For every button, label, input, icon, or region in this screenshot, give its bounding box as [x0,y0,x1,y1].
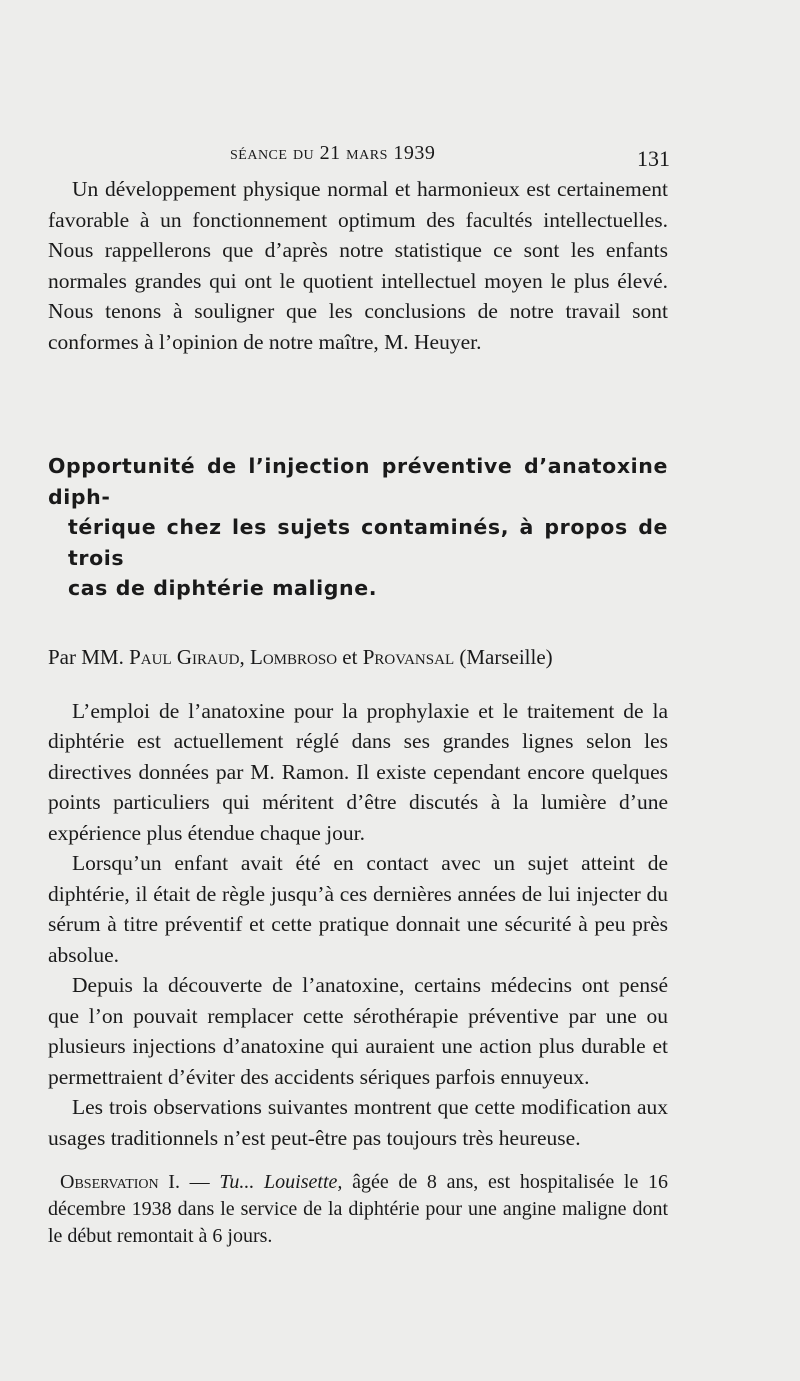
patient-name: Tu... Louisette, [219,1171,343,1193]
body-paragraph: L’emploi de l’anatoxine pour la prophylaxie et le traitement de la diphtérie est actuellement réglé dans ses grandes lignes selon les directives données par M. Ramon. Il existe cependant encore quelques points particuliers qui méritent d’être discutés à la lumière d’une expérience plus étendue chaque jour. [48,698,668,845]
last-author-name: Provansal [362,644,455,669]
intro-paragraph: Un développement physique normal et harmonieux est certainement favorable à un fonctionnement optimum des facultés intellectuelles. Nous rappellerons que d’après notre statistique ce sont les enfants normales grandes qui ont le quotient intellectuel moyen le plus élevé. Nous tenons à souligner que les conclusions de notre travail sont conformes à l’opinion de notre maître, M. Heuyer. [48,177,668,354]
observation-dash: — [189,1171,210,1193]
body-paragraph: Lorsqu’un enfant avait été en contact avec un sujet atteint de diphtérie, il était de règle jusqu’à ces dernières années de lui injecter du sérum à titre préventif et cette pratique donnait une sécurité à peu près absolue. [48,851,668,967]
running-title: séance du 21 mars 1939 [230,142,436,164]
body-paragraph: Les trois observations suivantes montrent que cette modification aux usages traditionnels n’est peut-être pas toujours très heureuse. [48,1095,668,1150]
author-byline [48,642,668,672]
author-names: Paul Giraud, Lombroso [129,644,338,669]
observation-text: âgée de 8 ans, est hospitalisée le 16 décembre 1938 dans le service de la diphtérie pour une angine maligne dont le début remontait à 6 jours. [48,1171,669,1247]
byline-prefix: Par MM. [48,644,124,669]
observation-label: Observation I. [60,1171,180,1193]
article-title-line: cas de diphtérie maligne. [68,576,378,600]
article-title-line: Opportunité de l’injection préventive d’anatoxine diph- [48,454,668,509]
article-title-line: térique chez les sujets contaminés, à propos de trois [68,515,668,570]
running-head [48,138,668,174]
body-paragraph: Depuis la découverte de l’anatoxine, certains médecins ont pensé que l’on pouvait remplacer cette sérothérapie préventive par une ou plusieurs injections d’anatoxine qui auraient une action plus durable et permettraient d’éviter des accidents sériques parfois ennuyeux. [48,973,668,1089]
page-number: 131 [637,146,670,171]
author-affiliation: (Marseille) [459,644,553,669]
page [48,138,668,1250]
article-title [48,451,668,604]
observation-paragraph [48,1169,668,1250]
byline-connector: et [342,644,358,669]
